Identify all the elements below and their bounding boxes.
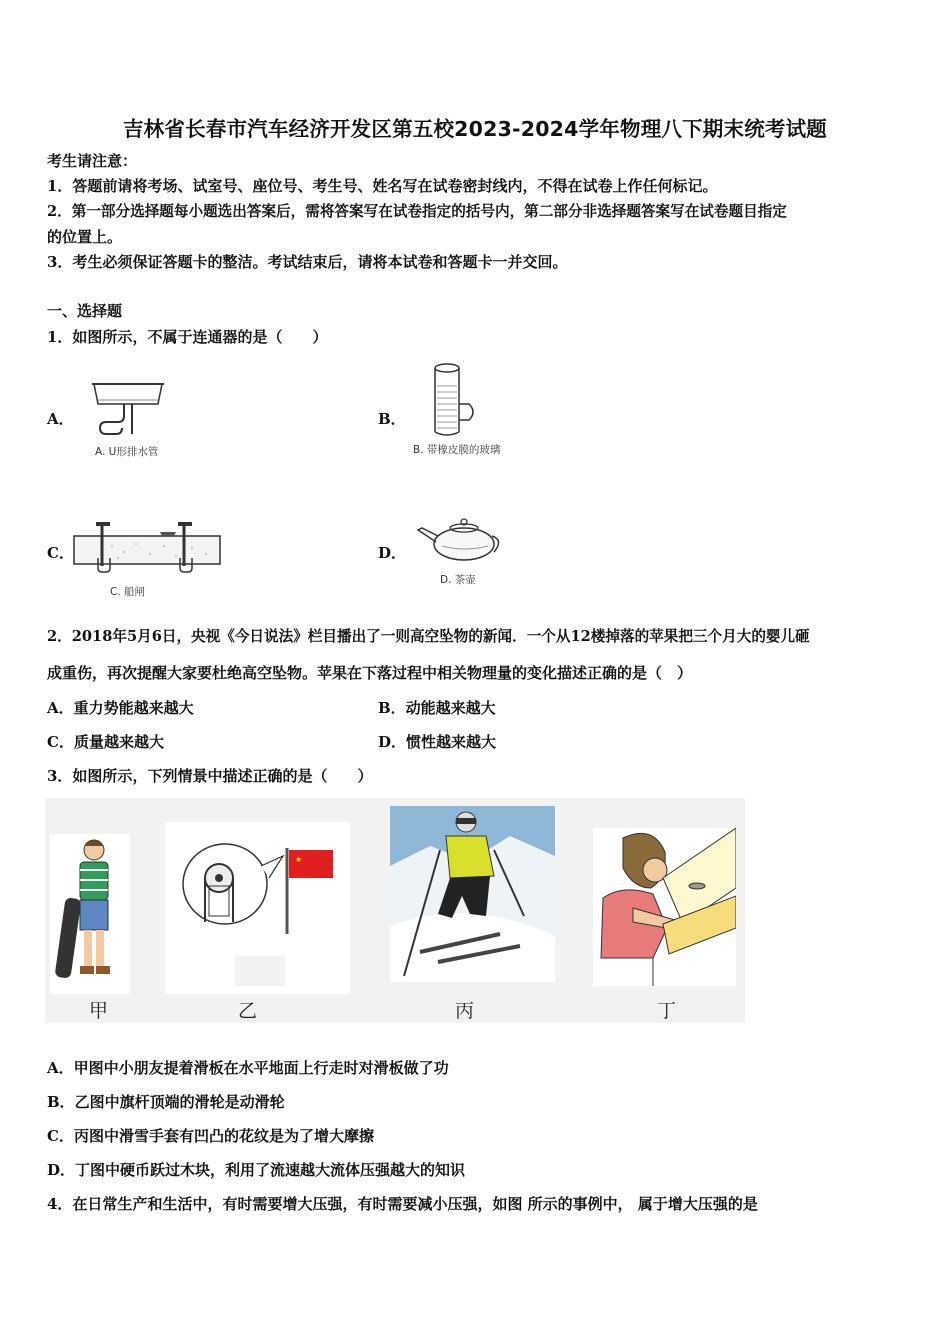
q3-option-b[interactable]: B．乙图中旗杆顶端的滑轮是动滑轮 [47, 1093, 285, 1111]
q1-caption-b: B. 带橡皮膜的玻璃 [413, 444, 501, 456]
panel-jia [50, 834, 130, 994]
teapot-illustration [412, 512, 504, 564]
q3-stem: 3．如图所示，下列情景中描述正确的是（ ） [47, 767, 373, 785]
panel-ding [593, 828, 736, 986]
q1-option-c-label[interactable]: C． [47, 544, 74, 562]
section-heading: 一、选择题 [47, 302, 123, 320]
q2-option-b[interactable]: B．动能越来越大 [378, 699, 496, 717]
notice-heading: 考生请注意： [47, 152, 138, 170]
notice-item-3: 3．考生必须保证答题卡的整洁。考试结束后，请将本试卷和答题卡一并交回。 [47, 253, 568, 271]
panel-label-ding: 丁 [657, 1000, 677, 1022]
flagpole-pulley-illustration [165, 822, 350, 994]
notice-item-2-cont: 的位置上。 [47, 228, 123, 246]
svg-text:★: ★ [295, 855, 303, 864]
q3-option-a[interactable]: A．甲图中小朋友提着滑板在水平地面上行走时对滑板做了功 [47, 1059, 449, 1077]
boy-with-skateboard-illustration [50, 834, 130, 994]
panel-label-jia: 甲 [89, 1000, 109, 1022]
q1-caption-c: C. 船闸 [110, 586, 146, 598]
q1-caption-d: D. 茶壶 [440, 574, 476, 586]
notice-item-1: 1．答题前请将考场、试室号、座位号、考生号、姓名写在试卷密封线内，不得在试卷上作任何标记。 [47, 177, 718, 195]
q3-option-d[interactable]: D．丁图中硬币跃过木块，利用了流速越大流体压强越大的知识 [47, 1161, 466, 1179]
skier-photo-illustration [390, 806, 555, 982]
panel-bing [390, 806, 555, 982]
page-title: 吉林省长春市汽车经济开发区第五校2023-2024学年物理八下期末统考试题 [122, 117, 828, 141]
girl-blowing-coin-illustration [593, 828, 736, 986]
q2-stem-line2: 成重伤，再次提醒大家要杜绝高空坠物。苹果在下落过程中相关物理量的变化描述正确的是（ ） [47, 664, 693, 682]
q2-stem-line1: 2．2018年5月6日，央视《今日说法》栏目播出了一则高空坠物的新闻．一个从12楼掉落的苹果把三个月大的婴儿砸 [47, 628, 810, 645]
q1-option-b-label[interactable]: B． [378, 410, 406, 428]
q3-option-c[interactable]: C．丙图中滑雪手套有凹凸的花纹是为了增大摩擦 [47, 1127, 374, 1145]
q2-option-c[interactable]: C．质量越来越大 [47, 733, 164, 751]
rubber-membrane-glass-tube-illustration [425, 360, 495, 440]
panel-yi [165, 822, 350, 994]
u-drain-pipe-illustration [88, 372, 168, 442]
panel-label-bing: 丙 [455, 1000, 475, 1022]
notice-item-2: 2．第一部分选择题每小题选出答案后，需将答案写在试卷指定的括号内，第二部分非选择题答案写在试卷题目指定 [47, 203, 787, 220]
q1-option-a-label[interactable]: A． [47, 410, 74, 428]
q3-figure [45, 798, 745, 1023]
q1-option-d-label[interactable]: D． [378, 544, 407, 562]
q1-stem: 1．如图所示，不属于连通器的是（ ） [47, 328, 328, 346]
panel-label-yi: 乙 [238, 1000, 258, 1022]
q4-stem: 4．在日常生产和生活中，有时需要增大压强，有时需要减小压强，如图 所示的事例中， 属于增大压强的是 [47, 1195, 758, 1213]
q1-caption-a: A. U形排水管 [95, 446, 159, 458]
q2-option-d[interactable]: D．惯性越来越大 [378, 733, 497, 751]
ship-lock-illustration [72, 518, 222, 573]
q2-option-a[interactable]: A．重力势能越来越大 [47, 699, 194, 717]
